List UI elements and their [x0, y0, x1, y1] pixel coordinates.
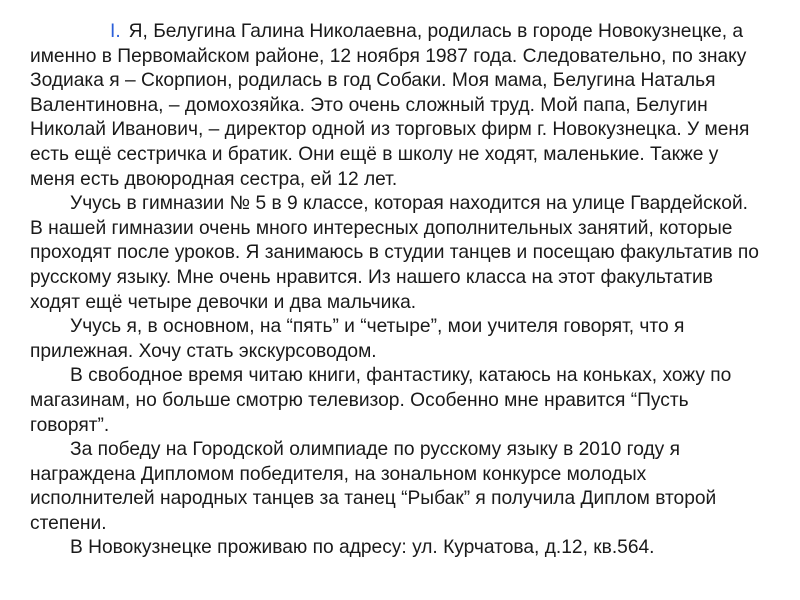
- paragraph-2: Учусь в гимназии № 5 в 9 классе, которая находится на улице Гвардейской. В нашей гимназии очень много интересных дополнительных занятий, которые проходят после уроков. Я занимаюсь в студии танцев и посещаю факультатив по русскому языку. Мне очень нравится. Из нашего класса на этот факультатив ходят ещё четыре девочки и два мальчика.: [30, 193, 759, 313]
- paragraph-1: [30, 20, 760, 192]
- paragraph-4: В свободное время читаю книги, фантастику, катаюсь на коньках, хожу по магазинам, но больше смотрю телевизор. Особенно мне нравится “Пусть говорят”.: [30, 365, 732, 436]
- list-marker: I.: [110, 21, 121, 42]
- paragraph-6: В Новокузнецке проживаю по адресу: ул. Курчатова, д.12, кв.564.: [70, 537, 655, 559]
- paragraph-3: Учусь я, в основном, на “пять” и “четыре”, мои учителя говорят, что я прилежная. Хочу стать экскурсоводом.: [30, 316, 685, 362]
- paragraph-1-text: Я, Белугина Галина Николаевна, родилась в городе Новокузнецке, а именно в Первомайском районе, 12 ноября 1987 года. Следовательно, по знаку Зодиака я – Скорпион, родилась в год Собаки. Моя мама, Белугина Наталья Валентиновна, – домохозяйка. Это очень сложный труд. Мой папа, Белугин Николай Иванович, – директор одной из торговых фирм г. Новокузнецка. У меня есть ещё сестричка и братик. Они ещё в школу не ходят, маленькие. Также у меня есть двоюродная сестра, ей 12 лет.: [30, 21, 750, 190]
- paragraph-5: За победу на Городской олимпиаде по русскому языку в 2010 году я награждена Дипломом победителя, на зональном конкурсе молодых исполнителей народных танцев за танец “Рыбак” я получила Диплом второй степени.: [30, 439, 717, 534]
